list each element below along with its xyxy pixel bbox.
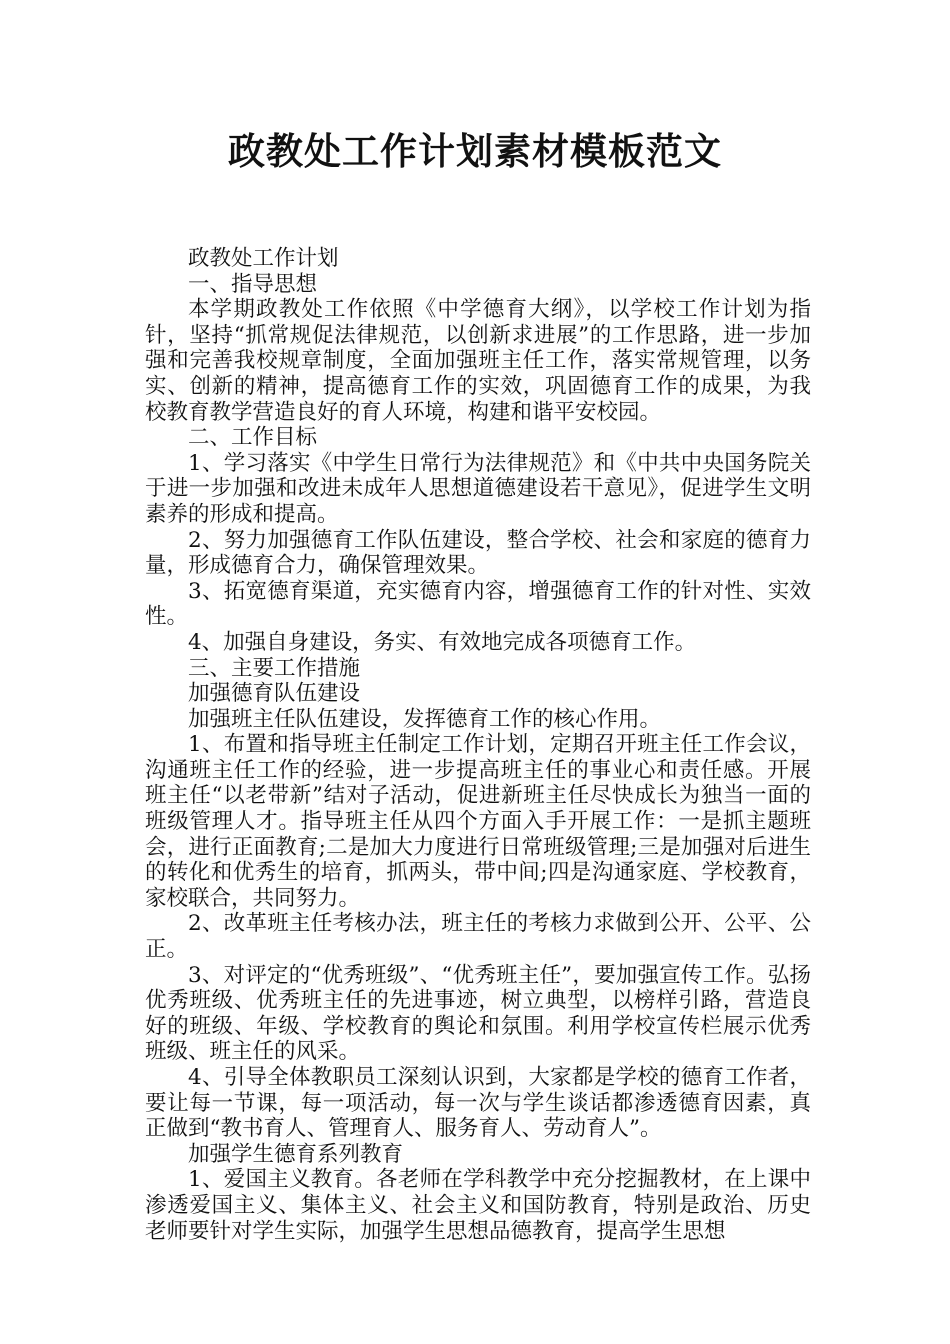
- section-heading: 三、主要工作措施: [188, 655, 361, 681]
- body-paragraph: 3、拓宽德育渠道，充实德育内容，增强德育工作的针对性、实效性。: [145, 578, 811, 630]
- body-paragraph: 1、学习落实《中学生日常行为法律规范》和《中共中央国务院关于进一步加强和改进未成年人思想道德建设若干意见》，促进学生文明素养的形成和提高。: [145, 450, 811, 527]
- section-heading: 二、工作目标: [188, 425, 318, 451]
- section-heading: 一、指导思想: [188, 271, 318, 297]
- document-body: [145, 246, 811, 1244]
- section-heading: 政教处工作计划: [188, 246, 339, 271]
- body-paragraph: 本学期政教处工作依照《中学德育大纲》，以学校工作计划为指针，坚持“抓常规促法律规范，以创新求进展”的工作思路，进一步加强和完善我校规章制度，全面加强班主任工作，落实常规管理，以务实、创新的精神，提高德育工作的实效，巩固德育工作的成果，为我校教育教学营造良好的育人环境，构建和谐平安校园。: [145, 297, 811, 425]
- body-paragraph: 2、改革班主任考核办法，班主任的考核力求做到公开、公平、公正。: [145, 911, 811, 963]
- body-paragraph: 1、爱国主义教育。各老师在学科教学中充分挖掘教材，在上课中渗透爱国主义、集体主义、社会主义和国防教育，特别是政治、历史老师要针对学生实际，加强学生思想品德教育，提高学生思想: [145, 1167, 811, 1244]
- body-paragraph: 加强班主任队伍建设，发挥德育工作的核心作用。: [188, 706, 662, 732]
- body-paragraph: 2、努力加强德育工作队伍建设，整合学校、社会和家庭的德育力量，形成德育合力，确保管理效果。: [145, 527, 811, 579]
- body-paragraph: 4、引导全体教职员工深刻认识到，大家都是学校的德育工作者，要让每一节课，每一项活动，每一次与学生谈话都渗透德育因素，真正做到“教书育人、管理育人、服务育人、劳动育人”。: [145, 1065, 811, 1142]
- body-paragraph: 1、布置和指导班主任制定工作计划，定期召开班主任工作会议，沟通班主任工作的经验，进一步提高班主任的事业心和责任感。开展班主任“以老带新”结对子活动，促进新班主任尽快成长为独当一面的班级管理人才。指导班主任从四个方面入手开展工作：一是抓主题班会，进行正面教育;二是加大力度进行日常班级管理;三是加强对后进生的转化和优秀生的培育，抓两头，带中间;四是沟通家庭、学校教育，家校联合，共同努力。: [145, 732, 811, 911]
- subsection-heading: 加强德育队伍建设: [188, 681, 361, 707]
- document-title: 政教处工作计划素材模板范文: [228, 130, 722, 173]
- body-paragraph: 3、对评定的“优秀班级”、“优秀班主任”，要加强宣传工作。弘扬优秀班级、优秀班主任的先进事迹，树立典型，以榜样引路，营造良好的班级、年级、学校教育的舆论和氛围。利用学校宣传栏展示优秀班级、班主任的风采。: [145, 962, 811, 1065]
- subsection-heading: 加强学生德育系列教育: [188, 1141, 404, 1167]
- body-paragraph: 4、加强自身建设，务实、有效地完成各项德育工作。: [188, 629, 697, 655]
